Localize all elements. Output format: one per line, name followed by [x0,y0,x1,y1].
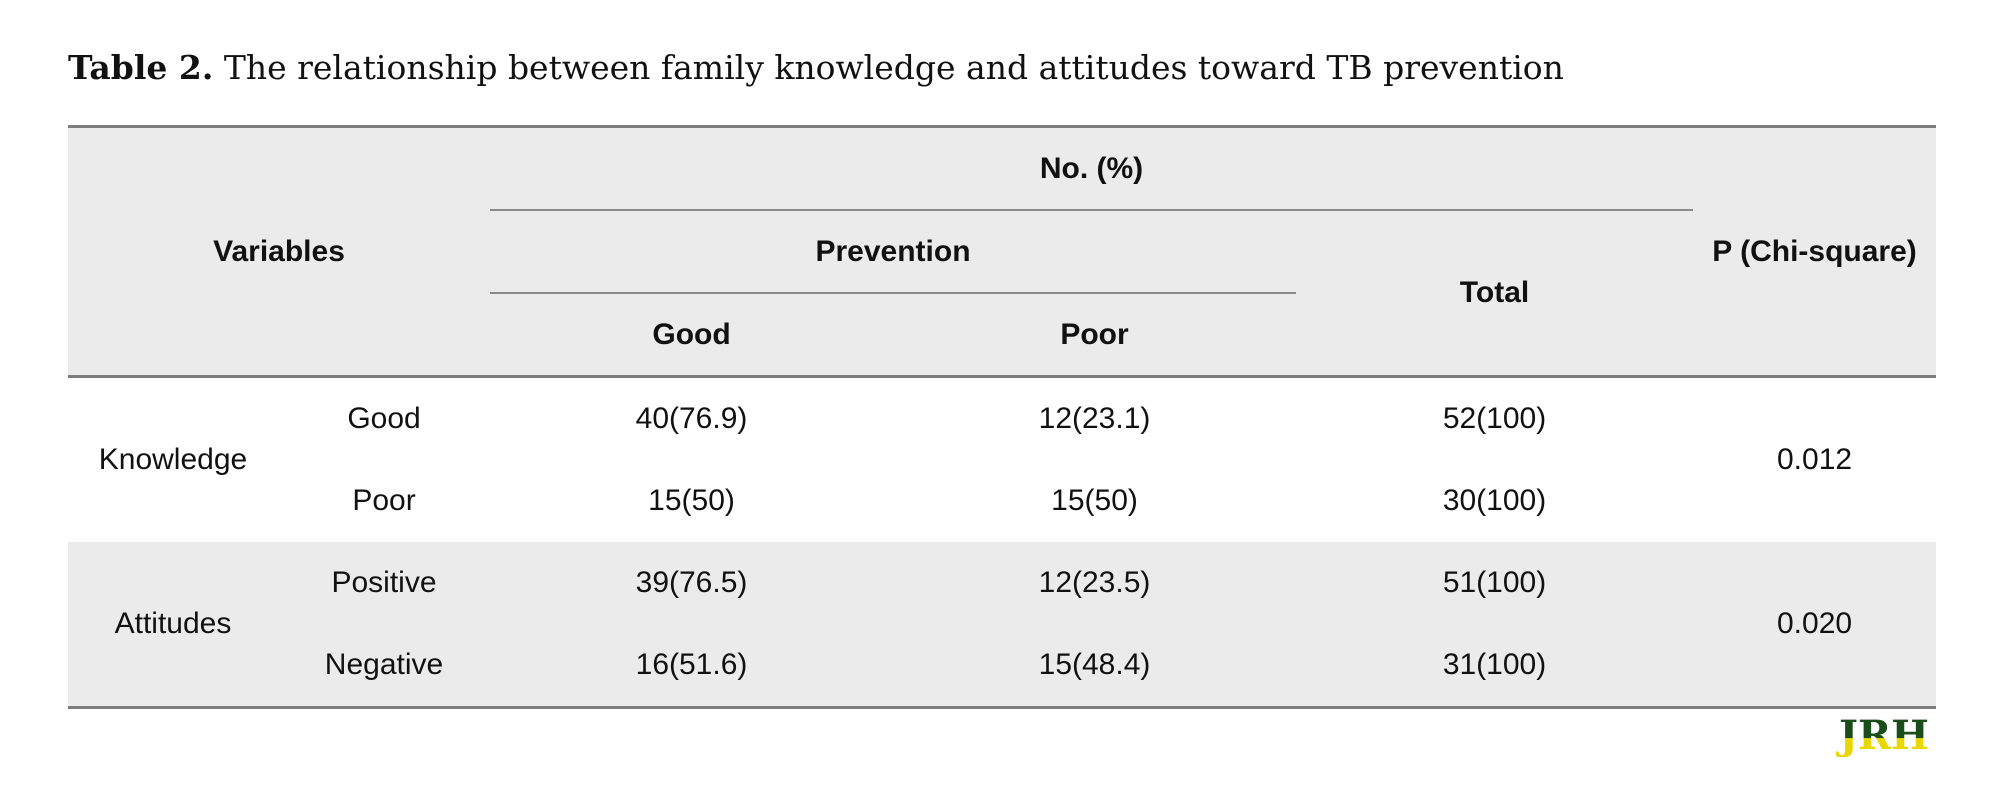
cell-poor: 15(48.4) [893,624,1296,708]
results-table [68,125,1936,709]
cell-good: 16(51.6) [490,624,893,708]
cell-good: 39(76.5) [490,542,893,624]
cell-good: 15(50) [648,484,735,517]
cell-poor: 15(50) [1051,484,1138,517]
table-caption [68,48,1564,87]
p-value-attitudes: 0.020 [1693,542,1936,708]
cell-poor: 12(23.1) [1038,402,1151,435]
cell-total: 31(100) [1296,624,1693,708]
header-no-pct: No. (%) [490,127,1693,211]
table-row [68,624,1936,708]
group-label-knowledge: Knowledge [98,443,248,476]
row-level: Positive [278,542,490,624]
cell-good: 40(76.9) [635,402,748,435]
header-total: Total [1296,210,1693,377]
row-level: Negative [278,624,490,708]
cell-poor: 12(23.5) [893,542,1296,624]
caption-text: The relationship between family knowledge and attitudes toward TB prevention [223,48,1564,87]
row-level: Poor [352,484,416,517]
header-prevention: Prevention [490,210,1296,293]
p-value-knowledge: 0.012 [1776,443,1853,476]
row-level: Good [347,402,421,435]
table-row [68,460,1936,542]
cell-total: 52(100) [1442,402,1547,435]
header-p-chi-square: P (Chi-square) [1693,127,1936,377]
table-row [68,377,1936,461]
cell-total: 51(100) [1296,542,1693,624]
header-variables: Variables [68,127,490,377]
cell-total: 30(100) [1442,484,1547,517]
group-label-attitudes: Attitudes [68,542,278,708]
header-good: Good [490,293,893,377]
header-poor: Poor [893,293,1296,377]
table-row [68,542,1936,624]
jrh-logo [1830,713,1938,757]
caption-label: Table 2. [68,48,214,87]
logo-text: JRH [1839,713,1929,757]
